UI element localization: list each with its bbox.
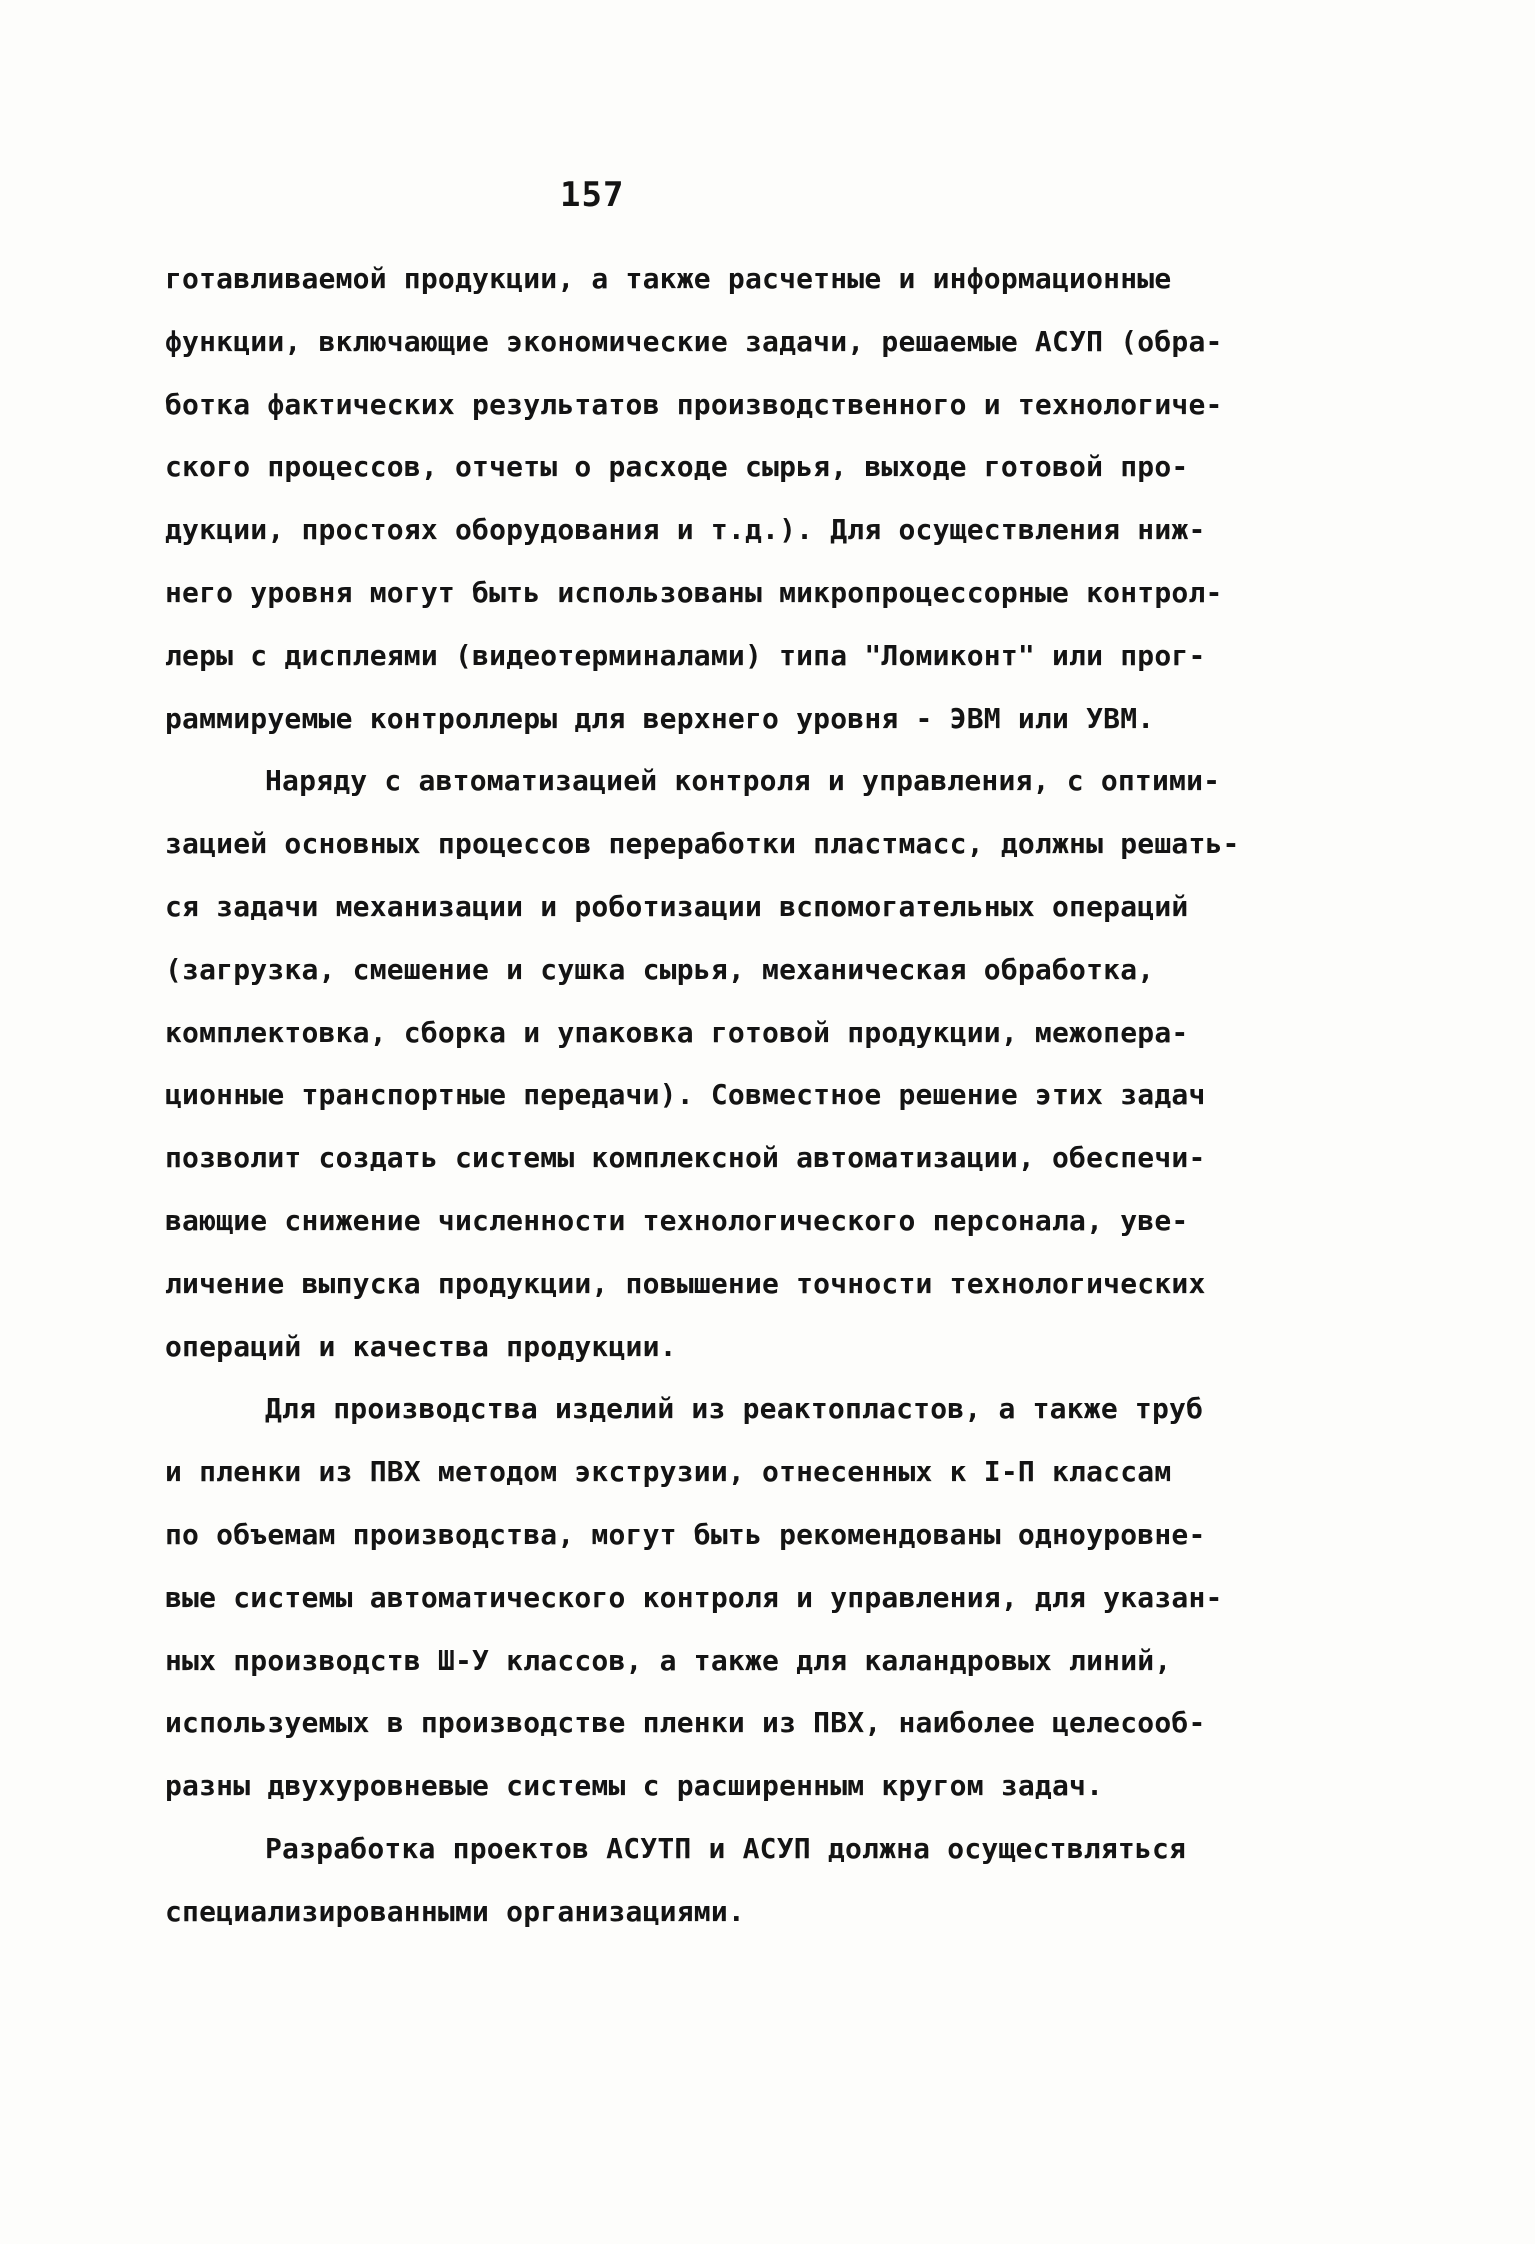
paragraph-1-line-3: ботка фактических результатов производственного и технологиче- (165, 387, 1223, 421)
paragraph-1-line-5: дукции, простоях оборудования и т.д.). Для осуществления ниж- (165, 513, 1206, 547)
paragraph-3-line-2: и пленки из ПВХ методом экструзии, отнесенных к I-П классам (165, 1455, 1172, 1489)
paragraph-3-line-1: Для производства изделий из реактопластов, а также труб (265, 1392, 1204, 1426)
paragraph-4-line-2: специализированными организациями. (165, 1894, 745, 1928)
paragraph-1-line-1: готавливаемой продукции, а также расчетные и информационные (165, 262, 1172, 295)
paragraph-2-line-1: Наряду с автоматизацией контроля и управления, с оптими- (265, 764, 1221, 798)
paragraph-2-line-4: (загрузка, смешение и сушка сырья, механическая обработка, (165, 952, 1155, 986)
paragraph-3-line-3: по объемам производства, могут быть рекомендованы одноуровне- (165, 1517, 1206, 1551)
paragraph-1-line-7: леры с дисплеями (видеотерминалами) типа "Ломиконт" или прог- (165, 638, 1206, 672)
paragraph-2-line-3: ся задачи механизации и роботизации вспомогательных операций (165, 889, 1189, 923)
paragraph-3-line-5: ных производств Ш-У классов, а также для каландровых линий, (165, 1643, 1172, 1677)
page-number: 157 (560, 175, 625, 215)
paragraph-2-line-5: комплектовка, сборка и упаковка готовой продукции, межопера- (165, 1015, 1189, 1049)
paragraph-2-line-10: операций и качества продукции. (165, 1329, 677, 1363)
paragraph-2-line-8: вающие снижение численности технологического персонала, уве- (165, 1203, 1189, 1237)
paragraph-3-line-4: вые системы автоматического контроля и управления, для указан- (165, 1580, 1223, 1614)
paragraph-4-line-1: Разработка проектов АСУТП и АСУП должна осуществляться (265, 1831, 1187, 1865)
body-text (165, 248, 1380, 1944)
paragraph-3-line-6: используемых в производстве пленки из ПВХ, наиболее целесооб- (165, 1706, 1206, 1740)
paragraph-2-line-7: позволит создать системы комплексной автоматизации, обеспечи- (165, 1141, 1206, 1175)
paragraph-1-line-8: раммируемые контроллеры для верхнего уровня - ЭВМ или УВМ. (165, 701, 1155, 735)
paragraph-1-line-2: функции, включающие экономические задачи, решаемые АСУП (обра- (165, 324, 1223, 358)
paragraph-2-line-2: зацией основных процессов переработки пластмасс, должны решать- (165, 827, 1240, 861)
paragraph-2-line-6: ционные транспортные передачи). Совместное решение этих задач (165, 1078, 1206, 1112)
paragraph-2-line-9: личение выпуска продукции, повышение точности технологических (165, 1266, 1206, 1300)
paragraph-3-line-7: разны двухуровневые системы с расширенным кругом задач. (165, 1769, 1104, 1803)
paragraph-1-line-4: ского процессов, отчеты о расходе сырья, выходе готовой про- (165, 450, 1189, 484)
paragraph-1-line-6: него уровня могут быть использованы микропроцессорные контрол- (165, 575, 1223, 609)
